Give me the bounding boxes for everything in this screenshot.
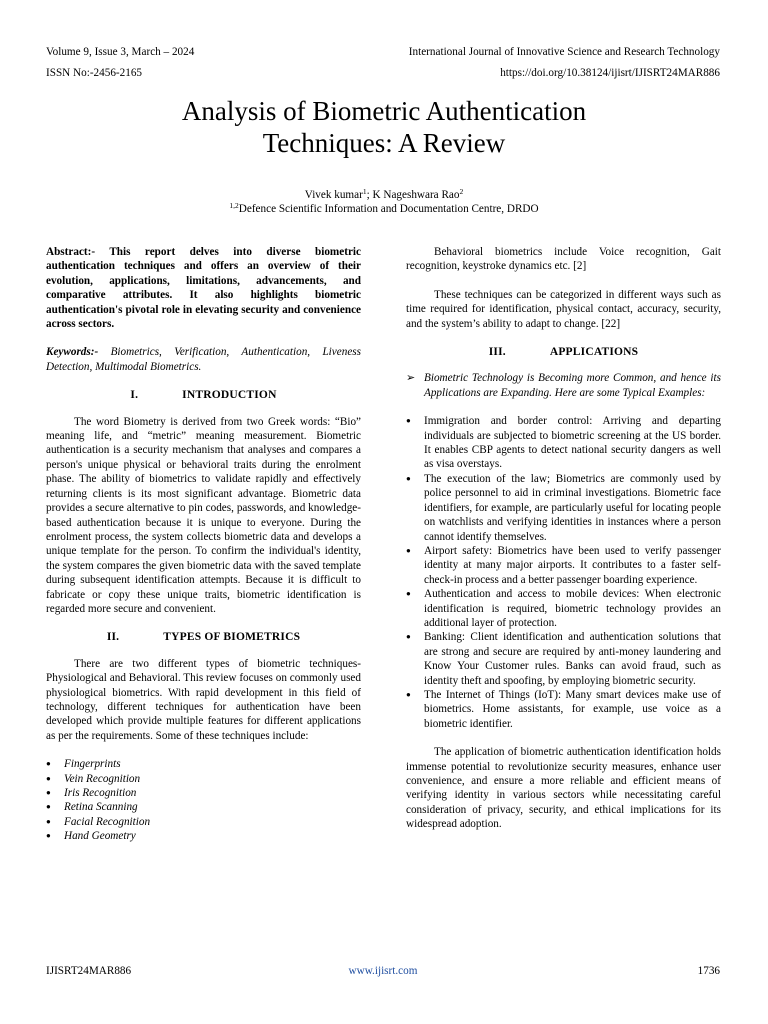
biometric-types-list [46, 757, 361, 843]
list-item: ● Immigration and border control: Arriving and departing individuals are subjected to biometric screening at the US border. It enables CBP agents to detect national security dangers as well as visa overstays. [406, 414, 721, 472]
list-item: ● Retina Scanning [46, 800, 361, 814]
list-item: ● Facial Recognition [46, 815, 361, 829]
section-number: I. [130, 389, 139, 402]
list-item: ● Vein Recognition [46, 772, 361, 786]
section-title: INTRODUCTION [182, 389, 277, 402]
list-item: ● Hand Geometry [46, 829, 361, 843]
arrow-bullet-icon: ➢ [406, 372, 416, 385]
types-paragraph: There are two different types of biometric techniques- Physiological and Behavioral. This review focuses on commonly used physiological biometrics. With rapid development in this field of technology, different techniques for authentication have been developed which provide multiple features for different applications as per the requirements. Some of these techniques include: [46, 657, 361, 742]
applications-intro [406, 371, 721, 400]
behavioral-paragraph: Behavioral biometrics include Voice recognition, Gait recognition, keystroke dynamics etc. [2] [406, 246, 721, 273]
list-item: ● Iris Recognition [46, 786, 361, 800]
journal-website-link[interactable]: www.ijisrt.com [348, 965, 418, 977]
affiliation-text: Defence Scientific Information and Documentation Centre, DRDO [238, 203, 539, 215]
categorization-paragraph: These techniques can be categorized in different ways such as time required for identification, physical contact, accuracy, security, and the system’s ability to adapt to change. [22] [406, 288, 721, 330]
affiliation-mark: 1,2 [229, 201, 239, 210]
keywords-text: Biometrics, Verification, Authentication, Liveness Detection, Multimodal Biometrics. [46, 346, 361, 373]
left-column [46, 245, 361, 844]
author-1: Vivek kumar [304, 189, 363, 201]
section-heading-introduction [46, 388, 361, 402]
right-column [406, 245, 721, 832]
doi-link[interactable]: https://doi.org/10.38124/ijisrt/IJISRT24MAR886 [500, 67, 720, 79]
issn: ISSN No:-2456-2165 [46, 67, 143, 79]
list-item: ● Airport safety: Biometrics have been used to verify passenger identity at many major airports. It contributes to a faster self-check-in process and a better passenger boarding experience. [406, 544, 721, 587]
paper-title-line-1: Analysis of Biometric Authentication [181, 96, 587, 126]
affiliation [0, 203, 768, 216]
author-2: K Nageshwara Rao [372, 189, 460, 201]
section-title: APPLICATIONS [549, 346, 639, 359]
abstract: Abstract:- This report delves into diverse biometric authentication techniques and offers an overview of their evolution, applications, limitations, advancements, and comparative attributes. It also highlights biometric authentication's pivotal role in elevating security and convenience across sectors. [46, 246, 361, 331]
list-item: ● The Internet of Things (IoT): Many smart devices make use of biometrics. Home assistants, for example, use voice as a biometric identifier. [406, 688, 721, 731]
introduction-paragraph: The word Biometry is derived from two Greek words: “Bio” meaning life, and “metric” meaning measurement. Biometric authentication is a security mechanism that analyses and compares a person's unique physical or behavioral traits during the enrolment phase. The ability of biometrics to validate rapidly and effectively returning clients is its most significant advantage. Biometric data provides a secure alternative to pin codes, passwords, and knowledge-based authentication because it is unique to everyone. During the enrolment process, the system collects biometric data and develops a unique template for the person. To confirm the individual's identity, the system compares the given biometric data with the saved template during subsequent identification attempts. Because it is difficult to fabricate or copy these unique traits, biometric identification is regarded more secure and convenient. [46, 415, 361, 615]
applications-list [406, 414, 721, 731]
journal-name: International Journal of Innovative Science and Research Technology [408, 46, 720, 58]
keywords-label: Keywords:- [46, 346, 99, 359]
paper-title-line-2: Techniques: A Review [262, 128, 506, 158]
list-item: ● The execution of the law; Biometrics are commonly used by police personnel to aid in criminal investigations. Biometric face identifiers, for example, are particularly useful for locating people on watchlists and verifying identities in instances where a person cannot identify themselves. [406, 472, 721, 544]
author-separator: ; [366, 189, 373, 201]
list-item: ● Authentication and access to mobile devices: When electronic identification is required, biometric technology provides an additional layer of protection. [406, 587, 721, 630]
author-list [0, 189, 768, 202]
volume-info: Volume 9, Issue 3, March – 2024 [46, 46, 195, 58]
keywords [46, 345, 361, 374]
author-1-affil-mark: 1 [362, 187, 367, 196]
list-item: ● Banking: Client identification and authentication solutions that are strong and secure are required by anti-money laundering and Know Your Customer rules. Banks can avoid fraud, such as identity theft and spoofing, by employing biometric security. [406, 630, 721, 688]
section-heading-types [46, 630, 361, 644]
list-item: ● Fingerprints [46, 757, 361, 771]
paper-id: IJISRT24MAR886 [46, 965, 132, 977]
section-title: TYPES OF BIOMETRICS [163, 631, 301, 644]
section-heading-applications [406, 345, 721, 359]
applications-conclusion: The application of biometric authentication identification holds immense potential to revolutionize security measures, enhance user convenience, and ensure a more reliable and efficient means of verifying identity in various sectors while necessitating careful consideration of privacy, security, and ethical implications for its widespread adoption. [406, 746, 721, 831]
page-number: 1736 [697, 965, 720, 977]
paper-title [0, 95, 768, 159]
author-2-affil-mark: 2 [459, 187, 464, 196]
section-number: III. [488, 346, 506, 359]
applications-intro-text: Biometric Technology is Becoming more Common, and hence its Applications are Expanding. Here are some Typical Examples: [424, 372, 721, 399]
section-number: II. [106, 631, 120, 644]
